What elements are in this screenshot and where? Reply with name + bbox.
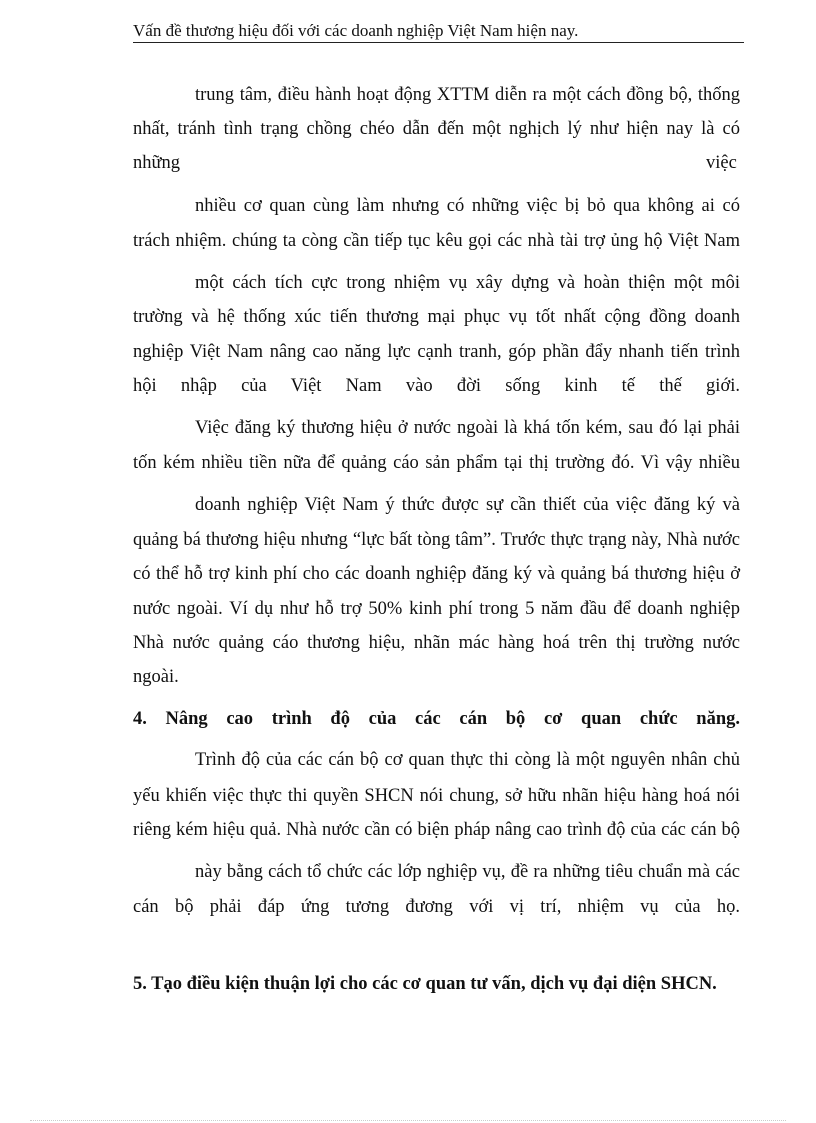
body-line: hội nhập của Việt Nam vào đời sống kinh tế thế giới. [133,376,740,396]
body-line: quảng bá thương hiệu nhưng “lực bất tòng tâm”. Trước thực trạng này, Nhà nước [133,530,740,550]
body-line: trường và hệ thống xúc tiến thương mại phục vụ tốt nhất cộng đồng doanh [133,307,740,327]
body-line: một cách tích cực trong nhiệm vụ xây dựng và hoàn thiện một môi [195,273,740,293]
section-heading: 4. Nâng cao trình độ của các cán bộ cơ quan chức năng. [133,709,740,729]
body-line: trung tâm, điều hành hoạt động XTTM diễn ra một cách đồng bộ, thống [195,85,740,105]
body-line: có thể hỗ trợ kinh phí cho các doanh nghiệp đăng ký và quảng bá thương hiệu ở [133,564,740,584]
body-line: tốn kém nhiều tiền nữa để quảng cáo sản phẩm tại thị trường đó. Vì vậy nhiều [133,453,740,473]
section-heading: 5. Tạo điều kiện thuận lợi cho các cơ quan tư vấn, dịch vụ đại diện SHCN. [133,974,717,994]
body-line: nhất, tránh tình trạng chồng chéo dẫn đến một nghịch lý như hiện nay là có [133,119,740,139]
body-line: Nhà nước quảng cáo thương hiệu, nhãn mác hàng hoá trên thị trường nước [133,633,740,653]
page-bottom-rule [30,1120,786,1121]
body-line: Trình độ của các cán bộ cơ quan thực thi còng là một nguyên nhân chủ [195,750,740,770]
body-line: ngoài. [133,667,179,687]
body-line: việc [706,153,737,173]
body-line: cán bộ phải đáp ứng tương đương với vị trí, nhiệm vụ của họ. [133,897,740,917]
body-line: này bằng cách tổ chức các lớp nghiệp vụ, đề ra những tiêu chuẩn mà các [195,862,740,882]
body-line: riêng kém hiệu quả. Nhà nước cần có biện pháp nâng cao trình độ của các cán bộ [133,820,740,840]
body-line: doanh nghiệp Việt Nam ý thức được sự cần thiết của việc đăng ký và [195,495,740,515]
running-header: Vấn đề thương hiệu đối với các doanh nghiệp Việt Nam hiện nay. [133,20,744,43]
body-line: nhiều cơ quan cùng làm nhưng có những việc bị bỏ qua không ai có [195,196,740,216]
body-line: Việc đăng ký thương hiệu ở nước ngoài là khá tốn kém, sau đó lại phải [195,418,740,438]
body-line: yếu khiến việc thực thi quyền SHCN nói chung, sở hữu nhãn hiệu hàng hoá nói [133,786,740,806]
body-line: nước ngoài. Ví dụ như hỗ trợ 50% kinh phí trong 5 năm đầu để doanh nghiệp [133,599,740,619]
body-line: những [133,153,181,173]
body-line: trách nhiệm. chúng ta còng cần tiếp tục kêu gọi các nhà tài trợ ủng hộ Việt Nam [133,231,740,251]
body-line: nghiệp Việt Nam nâng cao năng lực cạnh tranh, góp phần đẩy nhanh tiến trình [133,342,740,362]
